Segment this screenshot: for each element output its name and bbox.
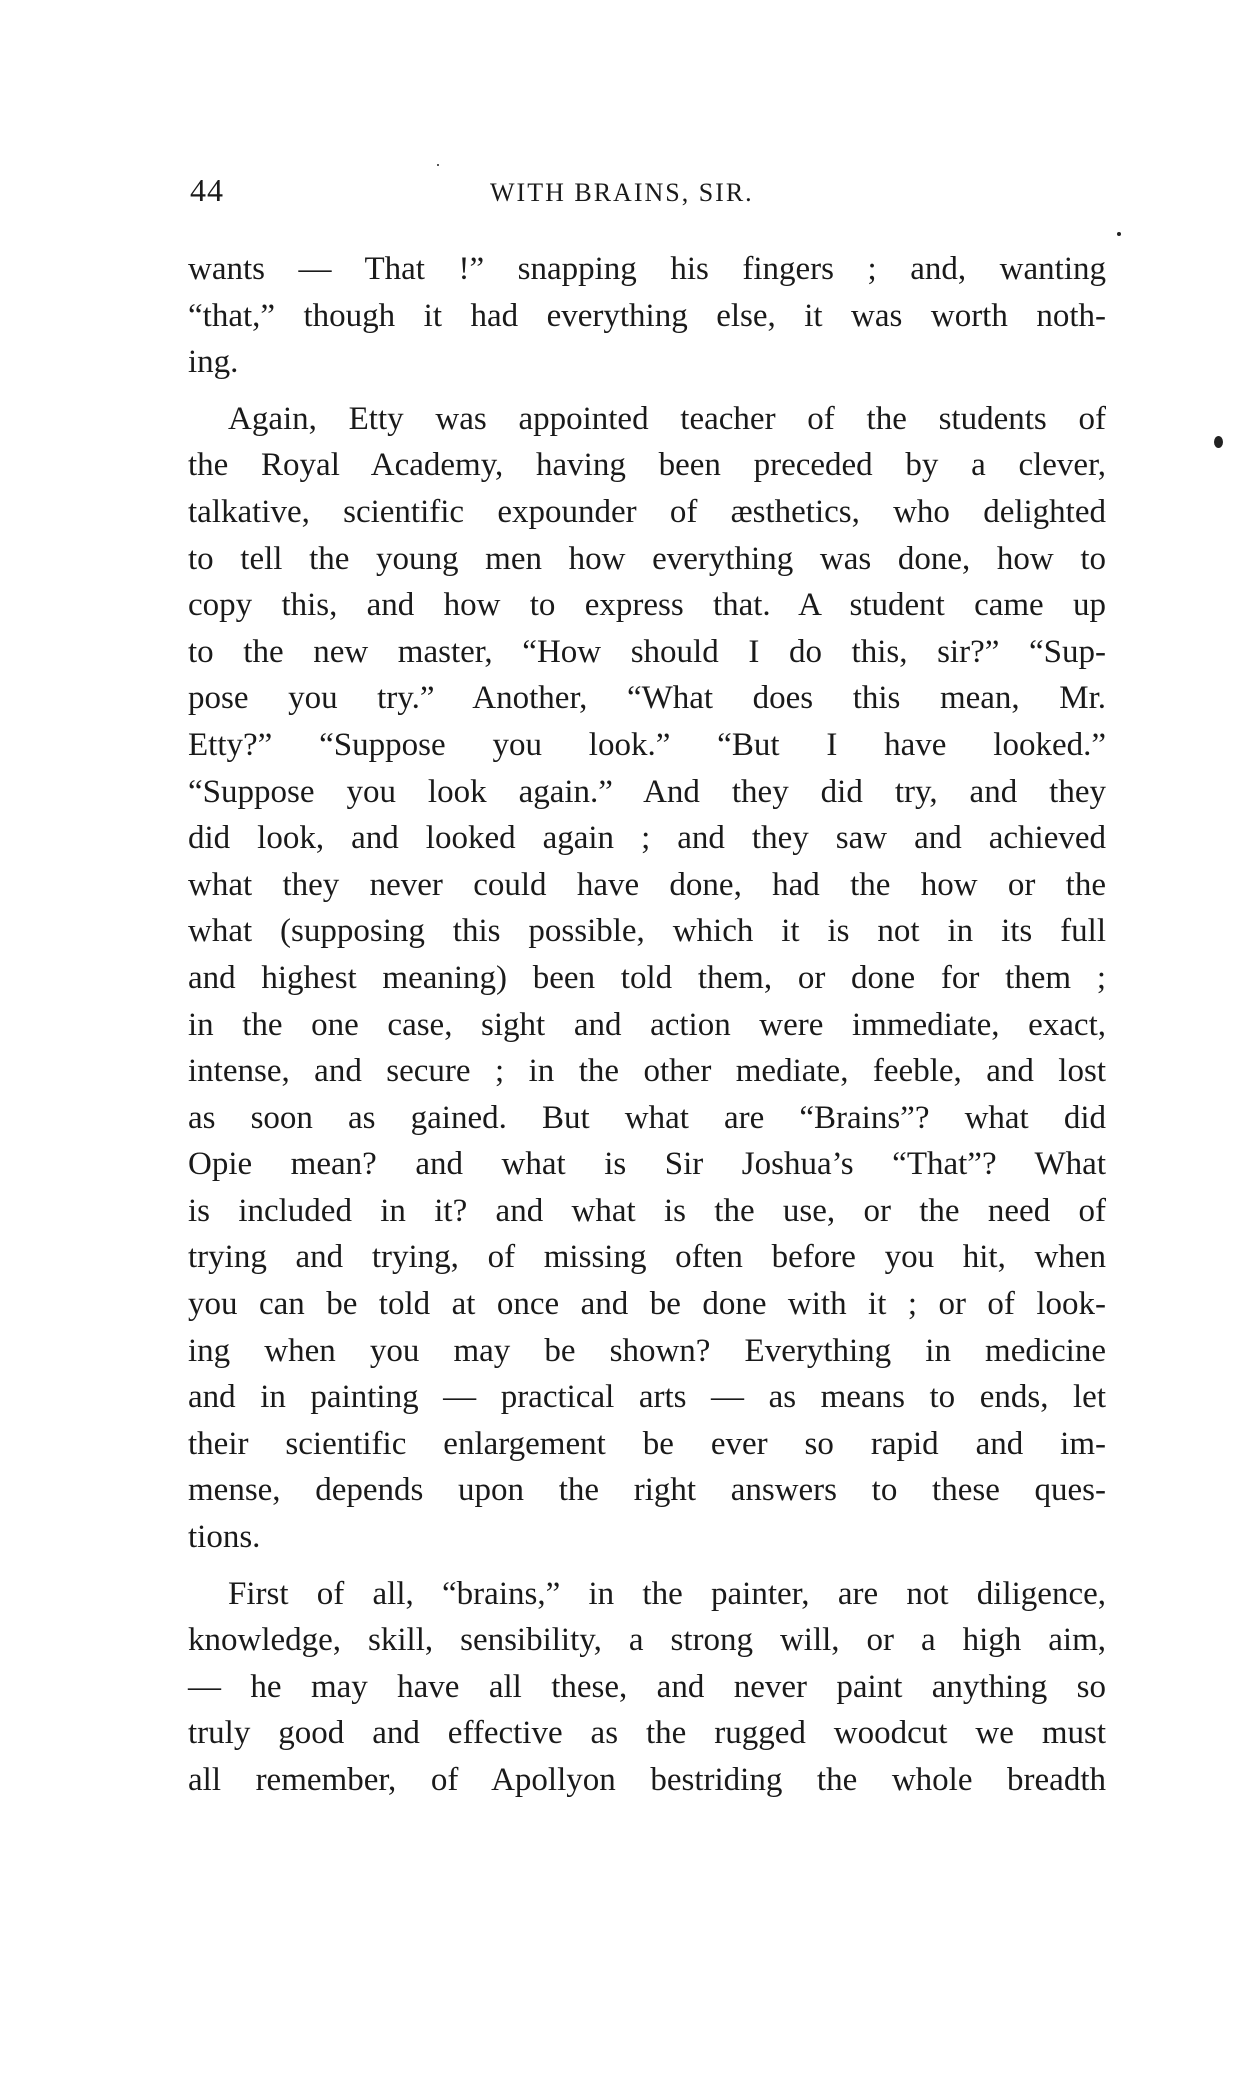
paragraph-2: [188, 396, 1106, 1561]
text-line: First of all, “brains,” in the painter, are not diligence,: [228, 1575, 1106, 1612]
text-line: and highest meaning) been told them, or done for them ;: [188, 959, 1106, 996]
paragraph-gap: [188, 1561, 1106, 1571]
text-line: as soon as gained. But what are “Brains”? what did: [188, 1099, 1106, 1136]
text-line: their scientific enlargement be ever so rapid and im-: [188, 1425, 1106, 1462]
running-head: WITH BRAINS, SIR.: [490, 178, 754, 207]
text-line: copy this, and how to express that. A student came up: [188, 587, 1106, 624]
text-line: what they never could have done, had the how or the: [188, 866, 1106, 903]
paragraph-1: [188, 246, 1106, 386]
text-line: all remember, of Apollyon bestriding the whole breadth: [188, 1762, 1106, 1798]
text-line: — he may have all these, and never paint anything so: [188, 1668, 1106, 1705]
text-line: you can be told at once and be done with it ; or of look-: [188, 1286, 1106, 1323]
page-number: 44: [190, 172, 224, 208]
text-line: the Royal Academy, having been preceded by a clever,: [188, 447, 1106, 484]
text-line: is included in it? and what is the use, or the need of: [188, 1192, 1106, 1229]
body-text: [188, 246, 1106, 1804]
text-line: to tell the young men how everything was done, how to: [188, 540, 1106, 577]
text-line: in the one case, sight and action were immediate, exact,: [188, 1006, 1106, 1043]
text-line: mense, depends upon the right answers to these ques-: [188, 1472, 1106, 1509]
text-line: ing when you may be shown? Everything in medicine: [188, 1332, 1106, 1369]
text-line: pose you try.” Another, “What does this mean, Mr.: [188, 680, 1106, 717]
paragraph-3: [188, 1571, 1106, 1804]
ink-speck: [1214, 436, 1223, 448]
text-line: intense, and secure ; in the other mediate, feeble, and lost: [188, 1053, 1106, 1090]
text-line: “Suppose you look again.” And they did try, and they: [188, 773, 1106, 810]
text-line: Etty?” “Suppose you look.” “But I have looked.”: [188, 726, 1106, 763]
text-line: “that,” though it had everything else, it was worth noth-: [188, 297, 1106, 334]
text-line: and in painting — practical arts — as means to ends, let: [188, 1379, 1106, 1416]
text-line: did look, and looked again ; and they saw and achieved: [188, 820, 1106, 857]
text-line: truly good and effective as the rugged woodcut we must: [188, 1715, 1106, 1752]
text-line: Again, Etty was appointed teacher of the students of: [228, 400, 1106, 437]
text-line: ing.: [188, 344, 239, 381]
text-line: to the new master, “How should I do this, sir?” “Sup-: [188, 633, 1106, 670]
ink-speck: [1117, 232, 1121, 236]
ink-speck: [437, 164, 439, 166]
text-line: what (supposing this possible, which it is not in its full: [188, 913, 1106, 950]
text-line: talkative, scientific expounder of æsthetics, who delighted: [188, 493, 1106, 530]
text-line: trying and trying, of missing often before you hit, when: [188, 1239, 1106, 1276]
text-line: tions.: [188, 1519, 261, 1556]
paragraph-gap: [188, 386, 1106, 396]
text-line: knowledge, skill, sensibility, a strong will, or a high aim,: [188, 1622, 1106, 1659]
text-line: wants — That !” snapping his fingers ; and, wanting: [188, 251, 1106, 287]
page-header: [190, 172, 1110, 216]
text-line: Opie mean? and what is Sir Joshua’s “That”? What: [188, 1146, 1106, 1183]
